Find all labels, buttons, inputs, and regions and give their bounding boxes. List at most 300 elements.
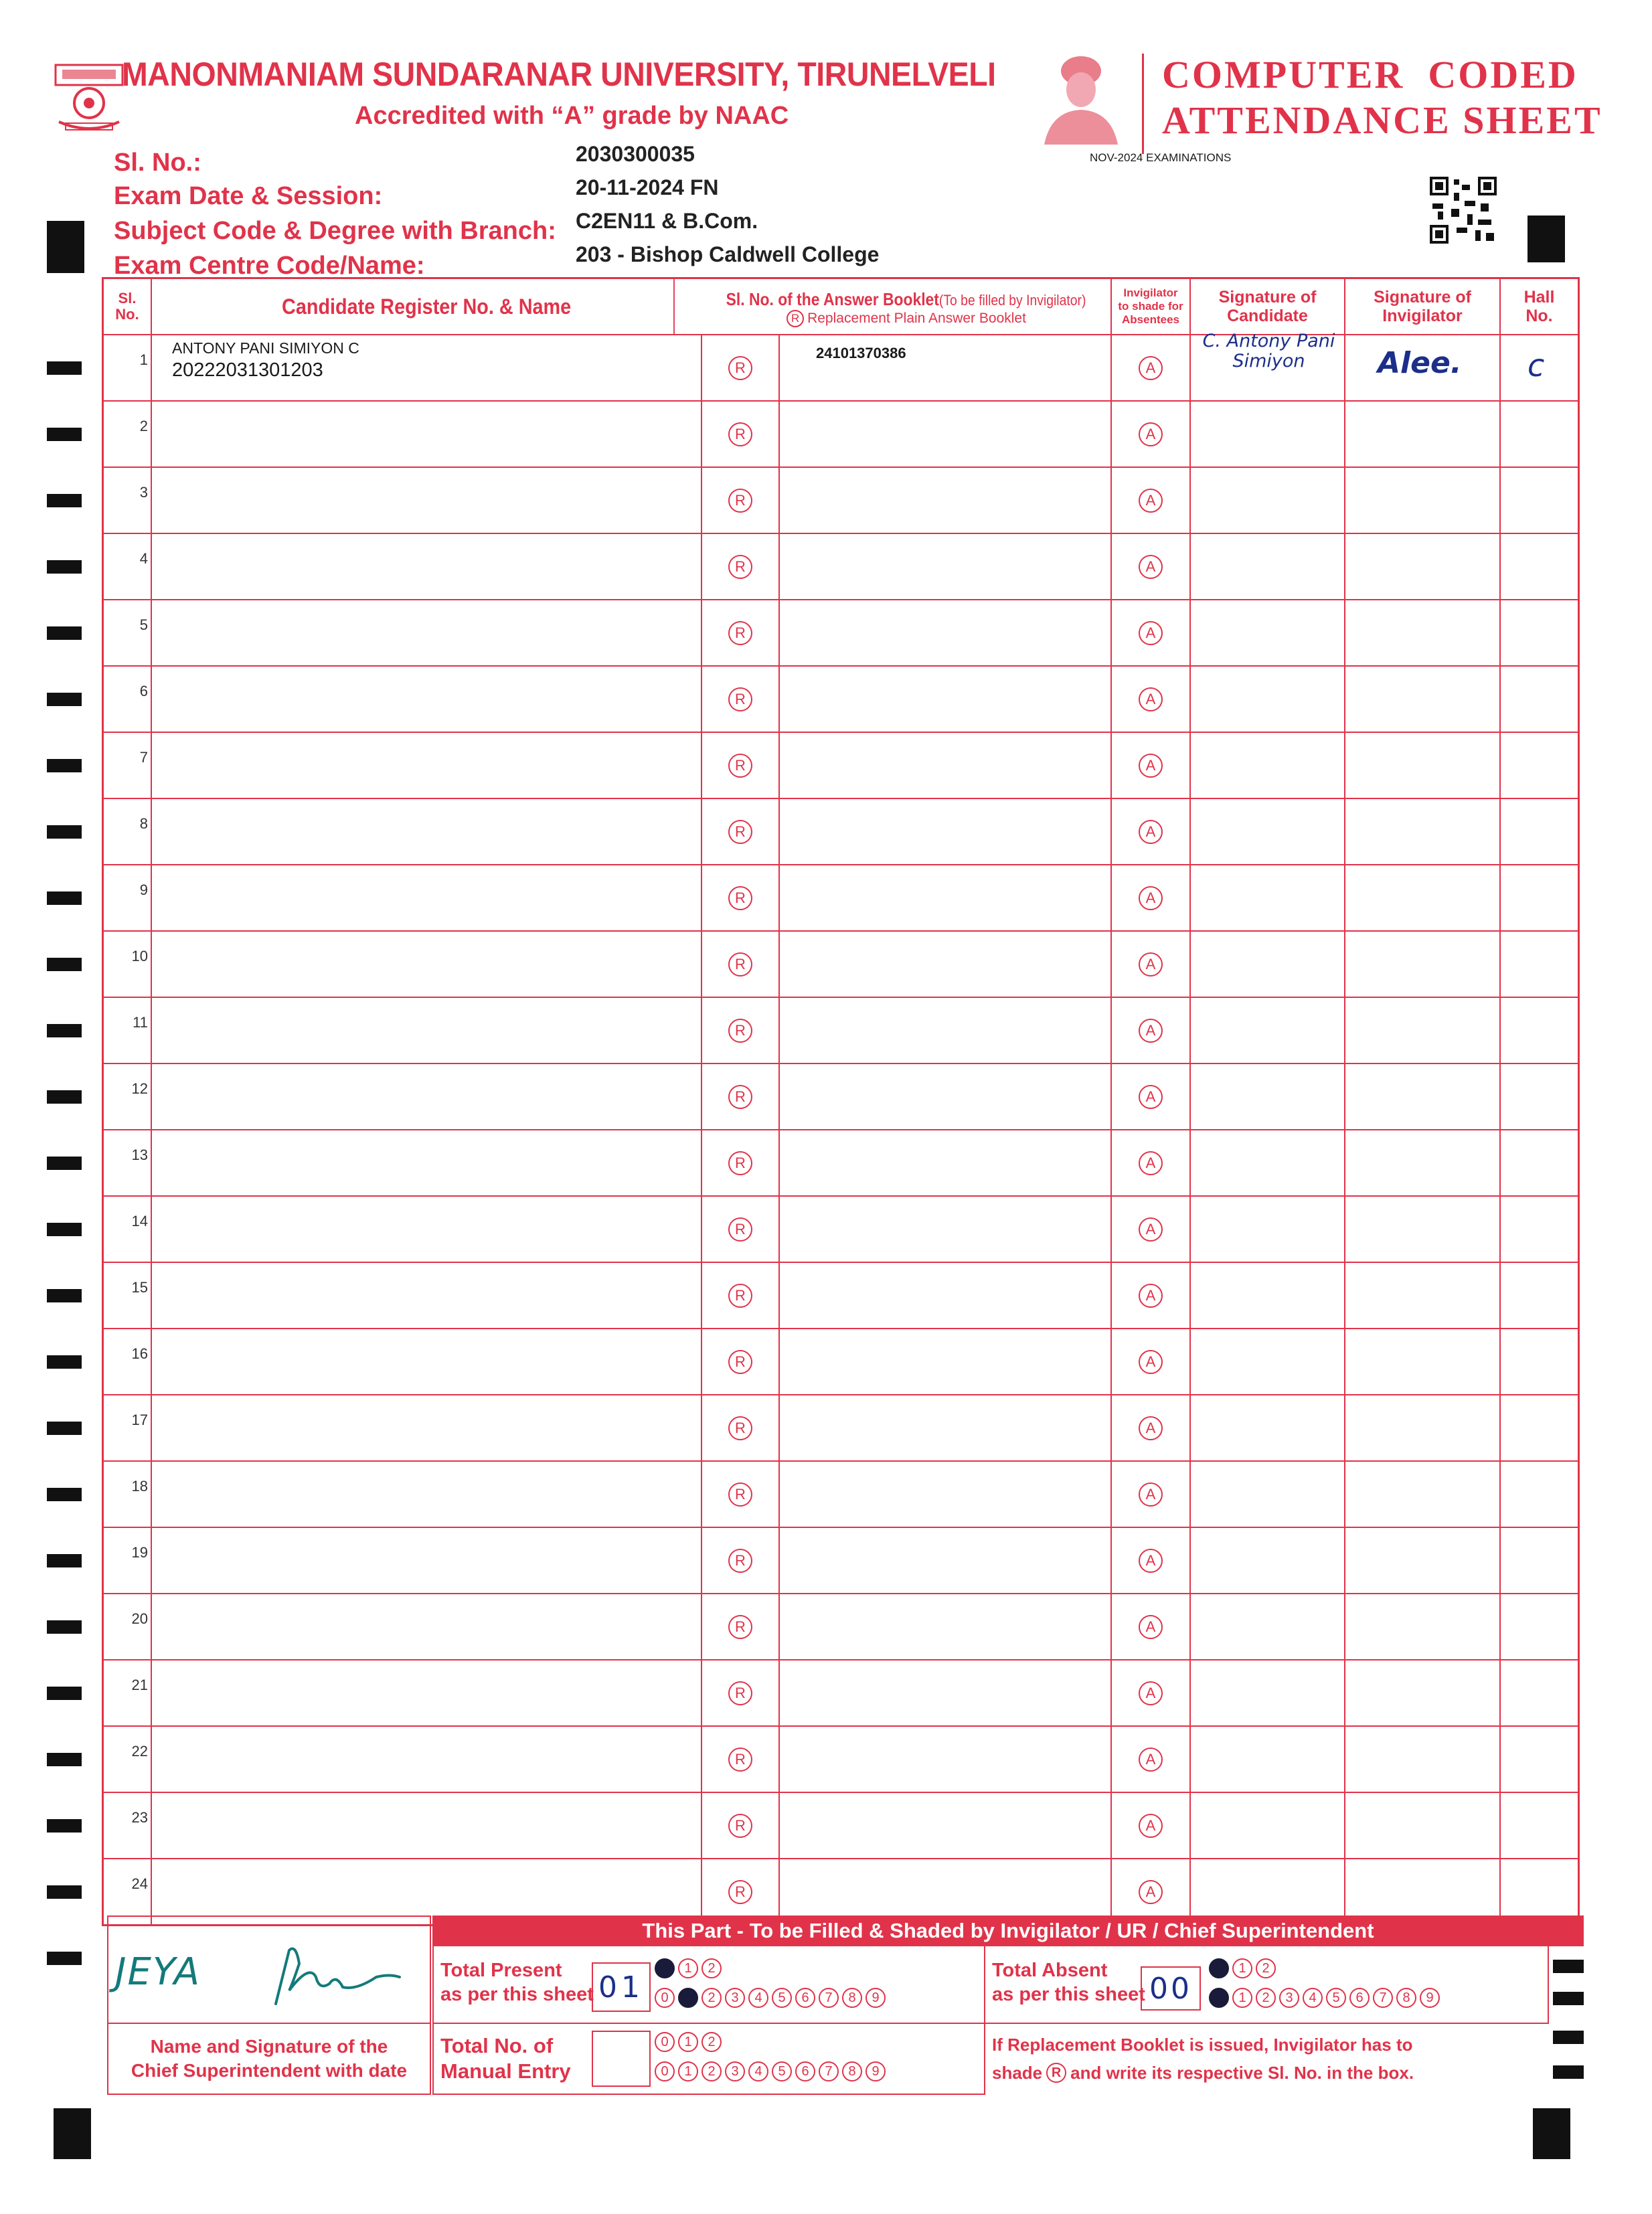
replacement-bubble-cell[interactable] [702,1329,780,1394]
digit-bubble[interactable]: 2 [701,1988,722,2008]
candidate-signature-cell[interactable] [1191,1793,1345,1858]
booklet-number-cell[interactable] [780,865,1112,930]
replacement-bubble-cell[interactable] [702,1859,780,1924]
digit-bubble[interactable]: 6 [795,2061,815,2081]
digit-bubble[interactable]: 1 [678,1958,698,1978]
col-booklet-header: Sl. No. of the Answer Booklet(To be filled by Invigilator) R Replacement Plain Answer Booklet [702,279,1112,334]
hall-cell[interactable] [1501,1329,1578,1394]
absentee-bubble-cell[interactable] [1112,600,1191,665]
absentee-bubble[interactable]: A [1139,555,1163,579]
invigilator-signature-cell[interactable] [1345,1528,1501,1593]
sl-cell [104,799,152,864]
present-tens-bubbles[interactable] [655,1958,725,1978]
absentee-bubble[interactable]: A [1139,1549,1163,1573]
booklet-number-cell[interactable] [780,667,1112,732]
digit-bubble[interactable]: 4 [1303,1988,1323,2008]
timing-mark [47,1554,82,1567]
digit-bubble[interactable] [1209,1988,1229,2008]
replacement-bubble[interactable]: R [728,1284,752,1308]
replacement-bubble[interactable]: R [728,1416,752,1440]
absentee-bubble-cell[interactable] [1112,1462,1191,1527]
absentee-bubble-cell[interactable] [1112,1594,1191,1659]
digit-bubble[interactable]: 6 [795,1988,815,2008]
digit-bubble[interactable]: 1 [1232,1958,1252,1978]
digit-bubble[interactable]: 3 [725,1988,745,2008]
absentee-bubble-cell[interactable] [1112,534,1191,599]
digit-bubble[interactable]: 2 [701,2032,722,2052]
invigilator-signature-cell[interactable] [1345,335,1501,400]
booklet-number-cell[interactable] [780,402,1112,466]
digit-bubble[interactable]: 9 [865,2061,886,2081]
hall-cell[interactable] [1501,1130,1578,1195]
candidate-cell [152,600,702,665]
hall-cell[interactable] [1501,534,1578,599]
present-units-bubbles[interactable] [655,1988,889,2008]
replacement-bubble[interactable]: R [728,1217,752,1242]
candidate-signature-cell[interactable] [1191,865,1345,930]
candidate-signature-cell[interactable] [1191,1594,1345,1659]
absentee-bubble-cell[interactable] [1112,733,1191,798]
booklet-number-cell[interactable] [780,1263,1112,1328]
replacement-bubble-cell[interactable] [702,1263,780,1328]
replacement-bubble[interactable]: R [728,1681,752,1705]
booklet-number-cell[interactable] [780,468,1112,533]
sl-cell [104,667,152,732]
absentee-bubble-cell[interactable] [1112,335,1191,400]
absentee-bubble-cell[interactable] [1112,402,1191,466]
absentee-bubble[interactable]: A [1139,687,1163,711]
replacement-bubble[interactable]: R [728,1350,752,1374]
absentee-bubble-cell[interactable] [1112,1793,1191,1858]
invigilator-signature-cell[interactable] [1345,1660,1501,1725]
booklet-number-cell[interactable] [780,600,1112,665]
candidate-signature-cell[interactable] [1191,468,1345,533]
booklet-number-cell[interactable] [780,932,1112,997]
corner-mark [47,221,84,273]
col-hall-header: Hall No. [1523,288,1555,325]
absentee-bubble[interactable]: A [1139,1350,1163,1374]
candidate-cell [152,667,702,732]
replacement-bubble[interactable]: R [728,952,752,976]
booklet-number-cell[interactable] [780,1395,1112,1460]
table-row [104,1527,1578,1593]
invigilator-signature-cell[interactable] [1345,1197,1501,1262]
absentee-bubble[interactable]: A [1139,1284,1163,1308]
replacement-bubble[interactable]: R [728,1880,752,1904]
candidate-signature-cell[interactable] [1191,1859,1345,1924]
university-logo [52,62,126,135]
digit-bubble[interactable]: 0 [655,1988,675,2008]
candidate-cell [152,1594,702,1659]
candidate-signature-cell[interactable] [1191,799,1345,864]
replacement-bubble-cell[interactable] [702,1660,780,1725]
manual-entry-box [432,2023,985,2095]
candidate-signature-cell[interactable] [1191,1528,1345,1593]
absentee-bubble[interactable]: A [1139,1482,1163,1507]
replacement-bubble-cell[interactable] [702,534,780,599]
replacement-bubble-cell[interactable] [702,667,780,732]
absentee-bubble-cell[interactable] [1112,667,1191,732]
qr-code-icon [1430,177,1497,244]
absentee-bubble[interactable]: A [1139,754,1163,778]
digit-bubble[interactable]: 8 [842,1988,862,2008]
replacement-bubble-cell[interactable] [702,468,780,533]
absentee-bubble[interactable]: A [1139,422,1163,446]
digit-bubble[interactable]: 8 [1396,1988,1416,2008]
hall-cell[interactable] [1501,1064,1578,1129]
hall-cell[interactable] [1501,1263,1578,1328]
absent-tens-bubbles[interactable] [1209,1958,1279,1978]
hall-cell[interactable] [1501,1859,1578,1924]
table-row [104,1063,1578,1129]
sl-number: 8 [139,815,148,832]
digit-bubble[interactable]: 8 [842,2061,862,2081]
replacement-bubble[interactable]: R [728,1549,752,1573]
booklet-number-cell[interactable] [780,733,1112,798]
candidate-signature-cell[interactable] [1191,331,1345,400]
manual-tens-bubbles[interactable] [655,2032,725,2052]
absentee-bubble-cell[interactable] [1112,1263,1191,1328]
absentee-bubble-cell[interactable] [1112,1660,1191,1725]
hall-cell[interactable] [1501,468,1578,533]
replacement-bubble-cell[interactable] [702,1462,780,1527]
replacement-bubble[interactable]: R [728,356,752,380]
replacement-bubble-cell[interactable] [702,1395,780,1460]
replacement-bubble-cell[interactable] [702,932,780,997]
candidate-signature-cell[interactable] [1191,1660,1345,1725]
digit-bubble[interactable]: 9 [1420,1988,1440,2008]
candidate-signature-cell[interactable] [1191,1130,1345,1195]
booklet-number-cell[interactable] [780,1329,1112,1394]
table-header-row [104,279,1578,334]
hall-cell[interactable] [1501,1727,1578,1792]
hall-cell[interactable] [1501,1793,1578,1858]
booklet-number-cell[interactable] [780,998,1112,1063]
replacement-bubble-cell[interactable] [702,1528,780,1593]
digit-bubble[interactable]: 9 [865,1988,886,2008]
booklet-number-cell[interactable] [780,1462,1112,1527]
hall-cell[interactable] [1501,335,1578,400]
timing-mark [47,1819,82,1833]
hall-cell[interactable] [1501,799,1578,864]
replacement-bubble-cell[interactable] [702,1793,780,1858]
absentee-bubble[interactable]: A [1139,886,1163,910]
booklet-number-cell[interactable] [780,1793,1112,1858]
replacement-bubble-cell[interactable] [702,1727,780,1792]
invigilator-signature-cell[interactable] [1345,1462,1501,1527]
booklet-number-cell[interactable] [780,1528,1112,1593]
hall-cell[interactable] [1501,1197,1578,1262]
absentee-bubble-cell[interactable] [1112,865,1191,930]
invigilator-signature-cell[interactable] [1345,733,1501,798]
absentee-bubble-cell[interactable] [1112,1130,1191,1195]
candidate-cell [152,1263,702,1328]
invigilator-signature-cell[interactable] [1345,865,1501,930]
absentee-bubble[interactable]: A [1139,1217,1163,1242]
candidate-signature-cell[interactable] [1191,998,1345,1063]
candidate-signature-cell[interactable] [1191,1727,1345,1792]
sl-cell [104,932,152,997]
booklet-number-cell[interactable] [780,534,1112,599]
replacement-bubble[interactable]: R [728,1814,752,1838]
absentee-bubble-cell[interactable] [1112,1329,1191,1394]
replacement-bubble-cell[interactable] [702,1197,780,1262]
timing-mark [47,1753,82,1766]
total-absent-value[interactable]: 00 [1141,1966,1201,2011]
replacement-bubble[interactable]: R [728,886,752,910]
sl-cell [104,1395,152,1460]
booklet-number-cell[interactable] [780,799,1112,864]
hall-cell[interactable] [1501,1462,1578,1527]
invigilator-signature-cell[interactable] [1345,600,1501,665]
replacement-bubble[interactable]: R [728,1085,752,1109]
replacement-bubble-cell[interactable] [702,865,780,930]
absentee-bubble[interactable]: A [1139,820,1163,844]
absentee-bubble-cell[interactable] [1112,1064,1191,1129]
absentee-bubble[interactable]: A [1139,1085,1163,1109]
register-number: 20222031301203 [172,359,323,381]
replacement-bubble[interactable]: R [728,1482,752,1507]
sl-cell [104,1528,152,1593]
replacement-bubble[interactable]: R [728,555,752,579]
hall-cell[interactable] [1501,733,1578,798]
invigilator-signature-cell[interactable] [1345,1859,1501,1924]
hall-cell[interactable] [1501,402,1578,466]
sl-cell [104,1594,152,1659]
sl-no-value: 2030300035 [576,142,695,166]
col-sig-candidate-header: Signature of Candidate [1191,279,1345,334]
candidate-signature-cell[interactable] [1191,733,1345,798]
candidate-signature-cell[interactable] [1191,667,1345,732]
invigilator-signature-cell[interactable] [1345,667,1501,732]
timing-mark [47,693,82,706]
manual-entry-value[interactable] [592,2031,651,2087]
invigilator-signature-cell[interactable] [1345,1263,1501,1328]
absent-units-bubbles[interactable] [1209,1988,1443,2008]
invigilator-signature-cell[interactable] [1345,1594,1501,1659]
candidate-cell [152,865,702,930]
digit-bubble[interactable]: 2 [1256,1958,1276,1978]
table-row [104,1460,1578,1527]
candidate-signature-cell[interactable] [1191,1329,1345,1394]
absentee-bubble-cell[interactable] [1112,1395,1191,1460]
hall-cell[interactable] [1501,1594,1578,1659]
replacement-bubble-cell[interactable] [702,600,780,665]
absentee-bubble[interactable]: A [1139,356,1163,380]
hall-cell[interactable] [1501,998,1578,1063]
booklet-number-cell[interactable] [780,1197,1112,1262]
replacement-bubble-cell[interactable] [702,1064,780,1129]
digit-bubble[interactable]: 2 [701,2061,722,2081]
hall-cell[interactable] [1501,865,1578,930]
replacement-bubble-cell[interactable] [702,1594,780,1659]
digit-bubble[interactable]: 1 [678,2061,698,2081]
table-row [104,1725,1578,1792]
digit-bubble[interactable]: 3 [725,2061,745,2081]
digit-bubble[interactable]: 5 [772,1988,792,2008]
replacement-bubble-cell[interactable] [702,335,780,400]
digit-bubble[interactable] [655,1958,675,1978]
table-row [104,1195,1578,1262]
candidate-signature-cell[interactable] [1191,534,1345,599]
booklet-number-cell[interactable] [780,335,1112,400]
absentee-bubble[interactable]: A [1139,489,1163,513]
digit-bubble[interactable]: 4 [748,1988,768,2008]
candidate-signature-cell[interactable] [1191,1263,1345,1328]
timing-mark [47,958,82,971]
digit-bubble[interactable]: 1 [678,2032,698,2052]
replacement-bubble[interactable]: R [728,1615,752,1639]
absentee-bubble[interactable]: A [1139,1880,1163,1904]
absentee-bubble-cell[interactable] [1112,1727,1191,1792]
sl-number: 23 [131,1809,148,1826]
absentee-bubble[interactable]: A [1139,1151,1163,1175]
booklet-number-cell[interactable] [780,1727,1112,1792]
candidate-signature-cell[interactable] [1191,1197,1345,1262]
replacement-bubble[interactable]: R [728,820,752,844]
booklet-number-cell[interactable] [780,1859,1112,1924]
university-name: MANONMANIAM SUNDARANAR UNIVERSITY, TIRUNELVELI [122,56,996,93]
table-row [104,400,1578,466]
replacement-bubble[interactable]: R [728,1151,752,1175]
invigilator-signature-cell[interactable] [1345,534,1501,599]
replacement-bubble-cell[interactable] [702,799,780,864]
manual-entry-label: Total No. of Manual Entry [440,2034,571,2083]
digit-bubble[interactable]: 3 [1279,1988,1299,2008]
invigilator-signature-cell[interactable] [1345,1130,1501,1195]
absentee-bubble-cell[interactable] [1112,932,1191,997]
replacement-bubble[interactable]: R [728,422,752,446]
digit-bubble[interactable]: 2 [1256,1988,1276,2008]
absentee-bubble[interactable]: A [1139,1416,1163,1440]
hall-cell[interactable] [1501,1528,1578,1593]
digit-bubble[interactable]: 7 [1373,1988,1393,2008]
digit-bubble[interactable]: 7 [819,2061,839,2081]
hall-cell[interactable] [1501,1660,1578,1725]
sl-number: 3 [139,484,148,501]
replacement-bubble[interactable]: R [728,1019,752,1043]
replacement-bubble-cell[interactable] [702,998,780,1063]
absentee-bubble-cell[interactable] [1112,468,1191,533]
absentee-bubble-cell[interactable] [1112,799,1191,864]
digit-bubble[interactable]: 7 [819,1988,839,2008]
invigilator-signature-cell[interactable] [1345,932,1501,997]
table-row [104,1659,1578,1725]
hall-cell[interactable] [1501,1395,1578,1460]
replacement-bubble-cell[interactable] [702,402,780,466]
invigilator-signature-cell[interactable] [1345,799,1501,864]
booklet-number-cell[interactable] [780,1660,1112,1725]
candidate-signature-cell[interactable] [1191,600,1345,665]
total-present-value[interactable]: 01 [592,1962,651,2012]
chief-signature-box [107,1915,431,2024]
absentee-bubble[interactable]: A [1139,1615,1163,1639]
attendance-table [102,277,1580,1926]
absentee-bubble[interactable]: A [1139,1814,1163,1838]
invigilator-signature-cell[interactable] [1345,1793,1501,1858]
candidate-cell [152,733,702,798]
digit-bubble[interactable]: 4 [748,2061,768,2081]
hall-cell[interactable] [1501,932,1578,997]
replacement-note: If Replacement Booklet is issued, Invigilator has to shade R and write its respective Sl. No. in the box. [992,2035,1414,2083]
digit-bubble[interactable]: 0 [655,2032,675,2052]
invigilator-banner: This Part - To be Filled & Shaded by Invigilator / UR / Chief Superintendent [432,1915,1584,1946]
replacement-bubble[interactable]: R [728,1748,752,1772]
invigilator-signature-cell[interactable] [1345,468,1501,533]
replacement-bubble[interactable]: R [728,621,752,645]
replacement-icon: R [787,310,804,327]
invigilator-signature-cell[interactable] [1345,1395,1501,1460]
col-sig-invigilator-header: Signature of Invigilator [1345,279,1501,334]
digit-bubble[interactable]: 1 [1232,1988,1252,2008]
absentee-bubble-cell[interactable] [1112,1197,1191,1262]
replacement-bubble-cell[interactable] [702,1130,780,1195]
table-row [104,798,1578,864]
digit-bubble[interactable]: 0 [655,2061,675,2081]
sl-cell [104,1462,152,1527]
candidate-signature-cell[interactable] [1191,1064,1345,1129]
hall-cell[interactable] [1501,600,1578,665]
absentee-bubble[interactable]: A [1139,1748,1163,1772]
digit-bubble[interactable] [1209,1958,1229,1978]
sl-cell [104,1793,152,1858]
candidate-cell [152,1329,702,1394]
timing-mark [47,891,82,905]
absentee-bubble[interactable]: A [1139,1681,1163,1705]
absentee-bubble-cell[interactable] [1112,1859,1191,1924]
centre-value: 203 - Bishop Caldwell College [576,242,880,266]
chief-label-box: Name and Signature of the Chief Superintendent with date [107,2023,431,2095]
booklet-number-cell[interactable] [780,1064,1112,1129]
table-row [104,599,1578,665]
booklet-number-cell[interactable] [780,1594,1112,1659]
sl-cell [104,1329,152,1394]
candidate-signature-cell[interactable] [1191,402,1345,466]
absentee-bubble-cell[interactable] [1112,1528,1191,1593]
candidate-signature-cell[interactable] [1191,1395,1345,1460]
candidate-signature-cell[interactable] [1191,1462,1345,1527]
candidate-signature-cell[interactable] [1191,932,1345,997]
sl-cell [104,1859,152,1924]
subject-label: Subject Code & Degree with Branch: [114,217,556,245]
absentee-bubble-cell[interactable] [1112,998,1191,1063]
replacement-bubble[interactable]: R [728,687,752,711]
replacement-bubble[interactable]: R [728,489,752,513]
total-present-label: Total Present as per this sheet [440,1960,594,2005]
booklet-number-cell[interactable] [780,1130,1112,1195]
hall-cell[interactable] [1501,667,1578,732]
manual-units-bubbles[interactable] [655,2061,889,2081]
booklet-number: 24101370386 [816,345,906,361]
absentee-bubble[interactable]: A [1139,952,1163,976]
replacement-bubble[interactable]: R [728,754,752,778]
table-row [104,331,1578,400]
invigilator-signature-cell[interactable] [1345,402,1501,466]
digit-bubble[interactable]: 6 [1349,1988,1370,2008]
invigilator-signature-cell[interactable] [1345,1727,1501,1792]
invigilator-signature-cell[interactable] [1345,998,1501,1063]
digit-bubble[interactable]: 5 [1326,1988,1346,2008]
replacement-bubble-cell[interactable] [702,733,780,798]
digit-bubble[interactable]: 5 [772,2061,792,2081]
absentee-bubble[interactable]: A [1139,1019,1163,1043]
invigilator-signature-cell[interactable] [1345,1329,1501,1394]
digit-bubble[interactable]: 2 [701,1958,722,1978]
invigilator-signature-cell[interactable] [1345,1064,1501,1129]
absentee-bubble[interactable]: A [1139,621,1163,645]
sl-number: 14 [131,1213,148,1229]
digit-bubble[interactable] [678,1988,698,2008]
